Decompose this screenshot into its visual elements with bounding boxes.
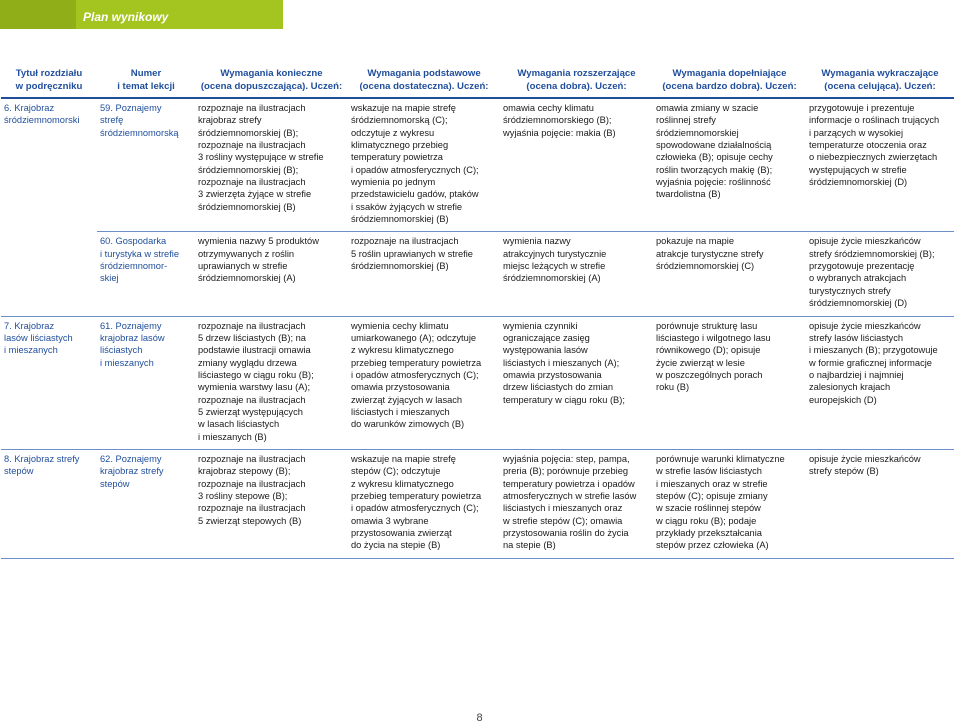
chapter-cell: 8. Krajobraz strefy stepów: [1, 449, 97, 558]
supplementary-cell: omawia zmiany w szacie roślinnej strefy śródziemnomorskiej spowodowane działalnością człowieka (B); opisuje cechy roślin tworzących makię (B); wyjaśnia pojęcie: roślinność twardolistna (B): [653, 98, 806, 232]
required-cell: rozpoznaje na ilustracjach krajobraz stepowy (B); rozpoznaje na ilustracjach 3 rośliny stepowe (B); rozpoznaje na ilustracjach 5 zwierząt stepowych (B): [195, 449, 348, 558]
lesson-cell: 61. Poznajemy krajobraz lasów liściastych i mieszanych: [97, 316, 195, 449]
exceeding-cell: opisuje życie mieszkańców strefy stepów (B): [806, 449, 954, 558]
extended-cell: omawia cechy klimatu śródziemnomorskiego (B); wyjaśnia pojęcie: makia (B): [500, 98, 653, 232]
supplementary-cell: porównuje strukturę lasu liściastego i wilgotnego lasu równikowego (D); opisuje życie zwierząt w lesie w poszczególnych porach roku (B): [653, 316, 806, 449]
banner-title: Plan wynikowy: [83, 10, 169, 24]
col-header-lesson: Numer i temat lekcji: [97, 64, 195, 98]
chapter-cell: 6. Krajobraz śródziemnomorski: [4, 103, 80, 126]
col-header-basic: Wymagania podstawowe (ocena dostateczna). Uczeń:: [348, 64, 500, 98]
exceeding-cell: opisuje życie mieszkańców strefy lasów liściastych i mieszanych (B); przygotowuje w formie graficznej informacje o najbardziej i najmniej zalesionych krajach europejskich (D): [806, 316, 954, 449]
required-cell: rozpoznaje na ilustracjach 5 drzew liściastych (B); na podstawie ilustracji omawia zmiany wyglądu drzewa liściastego w ciągu roku (B); wymienia warstwy lasu (A); rozpoznaje na ilustracjach 5 zwierząt występujących w lasach liściastych i mieszanych (B): [195, 316, 348, 449]
col-header-required: Wymagania konieczne (ocena dopuszczająca). Uczeń:: [195, 64, 348, 98]
header-row: [1, 64, 954, 98]
col-header-extended: Wymagania rozszerzające (ocena dobra). Uczeń:: [500, 64, 653, 98]
banner-accent: [0, 0, 76, 29]
exceeding-cell: przygotowuje i prezentuje informacje o roślinach trujących i parzących w wysokiej temperaturze otoczenia oraz o niebezpiecznych zwierzętach występujących w strefie śródziemnomorskiej (D): [806, 98, 954, 232]
header-banner: [0, 0, 283, 29]
required-cell: rozpoznaje na ilustracjach krajobraz strefy śródziemnomorskiej (B); rozpoznaje na ilustracjach 3 rośliny występujące w strefie śródziemnomorskiej (B); rozpoznaje na ilustracjach 3 zwierzęta żyjące w strefie śródziemnomorskiej (B): [195, 98, 348, 232]
lesson-cell: 60. Gospodarka i turystyka w strefie śródziemnomor- skiej: [97, 232, 195, 316]
table-row: [1, 449, 954, 558]
basic-cell: wymienia cechy klimatu umiarkowanego (A); odczytuje z wykresu klimatycznego przebieg temperatury powietrza i opadów atmosferycznych (C); omawia przystosowania zwierząt żyjących w lasach liściastych i mieszanych do warunków zimowych (B): [348, 316, 500, 449]
col-header-supplementary: Wymagania dopełniające (ocena bardzo dobra). Uczeń:: [653, 64, 806, 98]
supplementary-cell: porównuje warunki klimatyczne w strefie lasów liściastych i mieszanych oraz w strefie stepów (C); opisuje zmiany w szacie roślinnej stepów w ciągu roku (B); podaje przykłady przekształcania stepów przez człowieka (A): [653, 449, 806, 558]
lesson-cell: 59. Poznajemy strefę śródziemnomorską: [97, 98, 195, 232]
basic-cell: wskazuje na mapie strefę stepów (C); odczytuje z wykresu klimatycznego przebieg temperatury powietrza i opadów atmosferycznych (C); omawia 3 wybrane przystosowania zwierząt do życia na stepie (B): [348, 449, 500, 558]
col-header-exceeding: Wymagania wykraczające (ocena celująca). Uczeń:: [806, 64, 954, 98]
page-number: 8: [476, 712, 483, 724]
exceeding-cell: opisuje życie mieszkańców strefy śródziemnomorskiej (B); przygotowuje prezentację o wybranych atrakcjach turystycznych strefy śródziemnomorskiej (D): [806, 232, 954, 316]
table-row: [1, 98, 954, 232]
required-cell: wymienia nazwy 5 produktów otrzymywanych z roślin uprawianych w strefie śródziemnomorskiej (A): [195, 232, 348, 316]
basic-cell: rozpoznaje na ilustracjach 5 roślin uprawianych w strefie śródziemnomorskiej (B): [348, 232, 500, 316]
chapter-cell: 7. Krajobraz lasów liściastych i mieszanych: [1, 316, 97, 449]
chapter-cell: [1, 232, 97, 316]
supplementary-cell: pokazuje na mapie atrakcje turystyczne strefy śródziemnomorskiej (C): [653, 232, 806, 316]
table-row: [1, 316, 954, 449]
plan-table: [1, 64, 954, 559]
basic-cell: wskazuje na mapie strefę śródziemnomorską (C); odczytuje z wykresu klimatycznego przebieg temperatury powietrza i opadów atmosferycznych (C); wymienia po jednym przedstawicielu gadów, ptaków i ssaków żyjących w strefie śródziemnomorskiej (B): [348, 98, 500, 232]
extended-cell: wymienia nazwy atrakcyjnych turystycznie miejsc leżących w strefie śródziemnomorskiej (A): [500, 232, 653, 316]
col-header-chapter: Tytuł rozdziału w podręczniku: [1, 64, 97, 98]
lesson-cell: 62. Poznajemy krajobraz strefy stepów: [97, 449, 195, 558]
table-row: [1, 232, 954, 316]
extended-cell: wyjaśnia pojęcia: step, pampa, preria (B); porównuje przebieg temperatury powietrza i opadów atmosferycznych w strefie lasów liściastych i mieszanych oraz w strefie stepów (C); omawia przystosowania roślin do życia na stepie (B): [500, 449, 653, 558]
extended-cell: wymienia czynniki ograniczające zasięg występowania lasów liściastych i mieszanych (A); omawia przystosowania drzew liściastych do zmian temperatury w ciągu roku (B);: [500, 316, 653, 449]
